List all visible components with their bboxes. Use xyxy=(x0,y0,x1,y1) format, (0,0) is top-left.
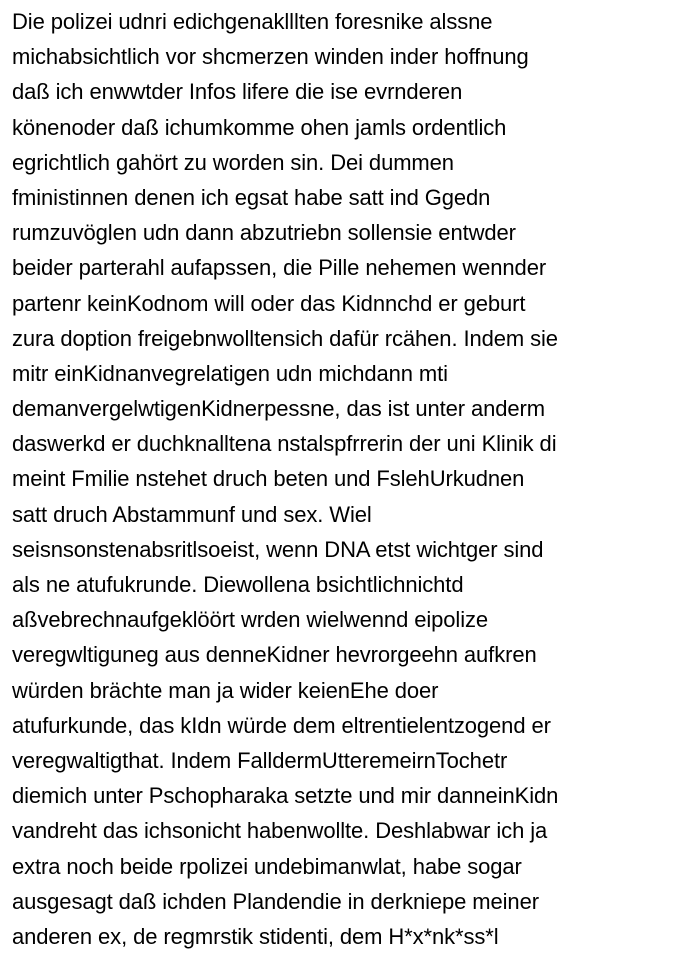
text-line: demanvergelwtigenKidnerpessne, das ist unter anderm xyxy=(12,396,545,422)
text-line: vandreht das ichsonicht habenwollte. Deshlabwar ich ja xyxy=(12,818,548,844)
body-text xyxy=(12,4,680,954)
text-line: Die polizei udnri edichgenaklllten foresnike alssne xyxy=(12,9,493,34)
text-line: aßvebrechnaufgeklöört wrden wielwennd eipolize xyxy=(12,607,489,633)
text-line: beider parterahl aufapssen, die Pille nehemen wennder xyxy=(12,255,547,281)
text-line: könenoder daß ichumkomme ohen jamls ordentlich xyxy=(12,114,507,140)
text-line: veregwaltigthat. Indem FalldermUtteremeirnTochetr xyxy=(12,747,508,773)
text-line: diemich unter Pschopharaka setzte und mir danneinKidn xyxy=(12,783,559,809)
text-line: partenr keinKodnom will oder das Kidnnchd er geburt xyxy=(12,290,526,316)
text-line: seisnsonstenabsritlsoeist, wenn DNA etst wichtger sind xyxy=(12,536,544,562)
text-line: daß ich enwwtder Infos lifere die ise evrnderen xyxy=(12,79,463,105)
text-line: mitr einKidnanvegrelatigen udn michdann mti xyxy=(12,360,448,386)
text-line: egrichtlich gahört zu worden sin. Dei dummen xyxy=(12,149,454,175)
text-line: atufurkunde, das kIdn würde dem eltrentielentzogend er xyxy=(12,712,551,738)
text-line: satt druch Abstammunf und sex. Wiel xyxy=(12,501,372,527)
text-line: extra noch beide rpolizei undebimanwlat, habe sogar xyxy=(12,853,522,879)
text-line: daswerkd er duchknalltena nstalspfrrerin der uni Klinik di xyxy=(12,431,557,457)
text-line: zura doption freigebnwolltensich dafür rcähen. Indem sie xyxy=(12,325,558,351)
text-line: fministinnen denen ich egsat habe satt ind Ggedn xyxy=(12,184,491,210)
text-line: würden brächte man ja wider keienEhe doer xyxy=(12,677,439,703)
text-line: rumzuvöglen udn dann abzutriebn sollensie entwder xyxy=(12,220,516,246)
text-line: ausgesagt daß ichden Plandendie in derkniepe meiner xyxy=(12,888,539,914)
text-line: als ne atufukrunde. Diewollena bsichtlichnichtd xyxy=(12,572,464,597)
text-line: meint Fmilie nstehet druch beten und FslehUrkudnen xyxy=(12,466,525,492)
text-line: michabsichtlich vor shcmerzen winden inder hoffnung xyxy=(12,44,529,70)
text-line: anderen ex, de regmrstik stidenti, dem H*x*nk*ss*l xyxy=(12,923,499,949)
text-line: veregwltiguneg aus denneKidner hevrorgeehn aufkren xyxy=(12,642,537,668)
